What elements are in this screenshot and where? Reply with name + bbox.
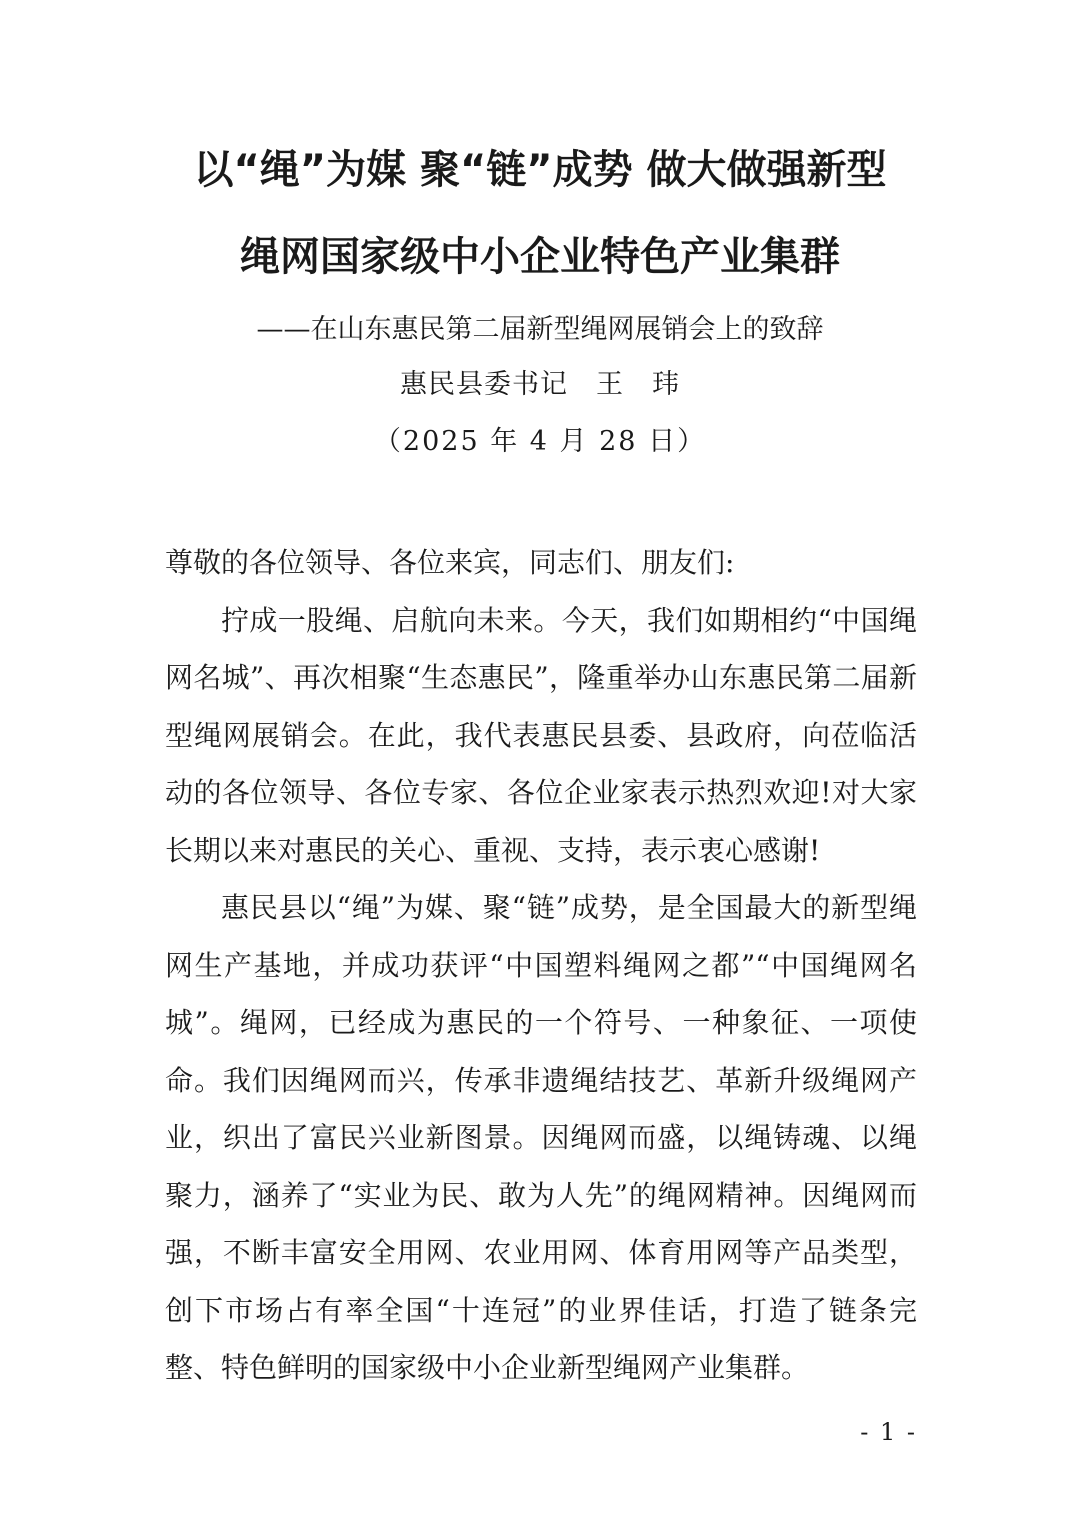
document-subtitle: ——在山东惠民第二届新型绳网展销会上的致辞 xyxy=(256,314,824,345)
document-title-line-2: 绳网国家级中小企业特色产业集群 xyxy=(240,234,840,280)
document-title-line-1: 以“绳”为媒 聚“链”成势 做大做强新型 xyxy=(193,147,887,193)
paragraph-2: 惠民县以“绳”为媒、聚“链”成势，是全国最大的新型绳网生产基地，并成功获评“中国塑料绳网之都”“中国绳网名城”。绳网，已经成为惠民的一个符号、一种象征、一项使命。我们因绳网而兴，传承非遗绳结技艺、革新升级绳网产业，织出了富民兴业新图景。因绳网而盛，以绳铸魂、以绳聚力，涵养了“实业为民、敢为人先”的绳网精神。因绳网而强，不断丰富安全用网、农业用网、体育用网等产品类型，创下市场占有率全国“十连冠”的业界佳话，打造了链条完整、特色鲜明的国家级中小企业新型绳网产业集群。 xyxy=(165,891,917,1384)
speech-body xyxy=(165,534,917,1397)
paragraph-1: 拧成一股绳、启航向未来。今天，我们如期相约“中国绳网名城”、再次相聚“生态惠民”，隆重举办山东惠民第二届新型绳网展销会。在此，我代表惠民县委、县政府，向莅临活动的各位领导、各位专家、各位企业家表示热烈欢迎!对大家长期以来对惠民的关心、重视、支持，表示衷心感谢! xyxy=(165,603,917,867)
page-number: - 1 - xyxy=(860,1418,917,1446)
document-date: （2025 年 4 月 28 日） xyxy=(373,426,707,457)
salutation: 尊敬的各位领导、各位来宾，同志们、朋友们: xyxy=(165,546,735,579)
document-author: 惠民县委书记 王 玮 xyxy=(400,369,680,400)
